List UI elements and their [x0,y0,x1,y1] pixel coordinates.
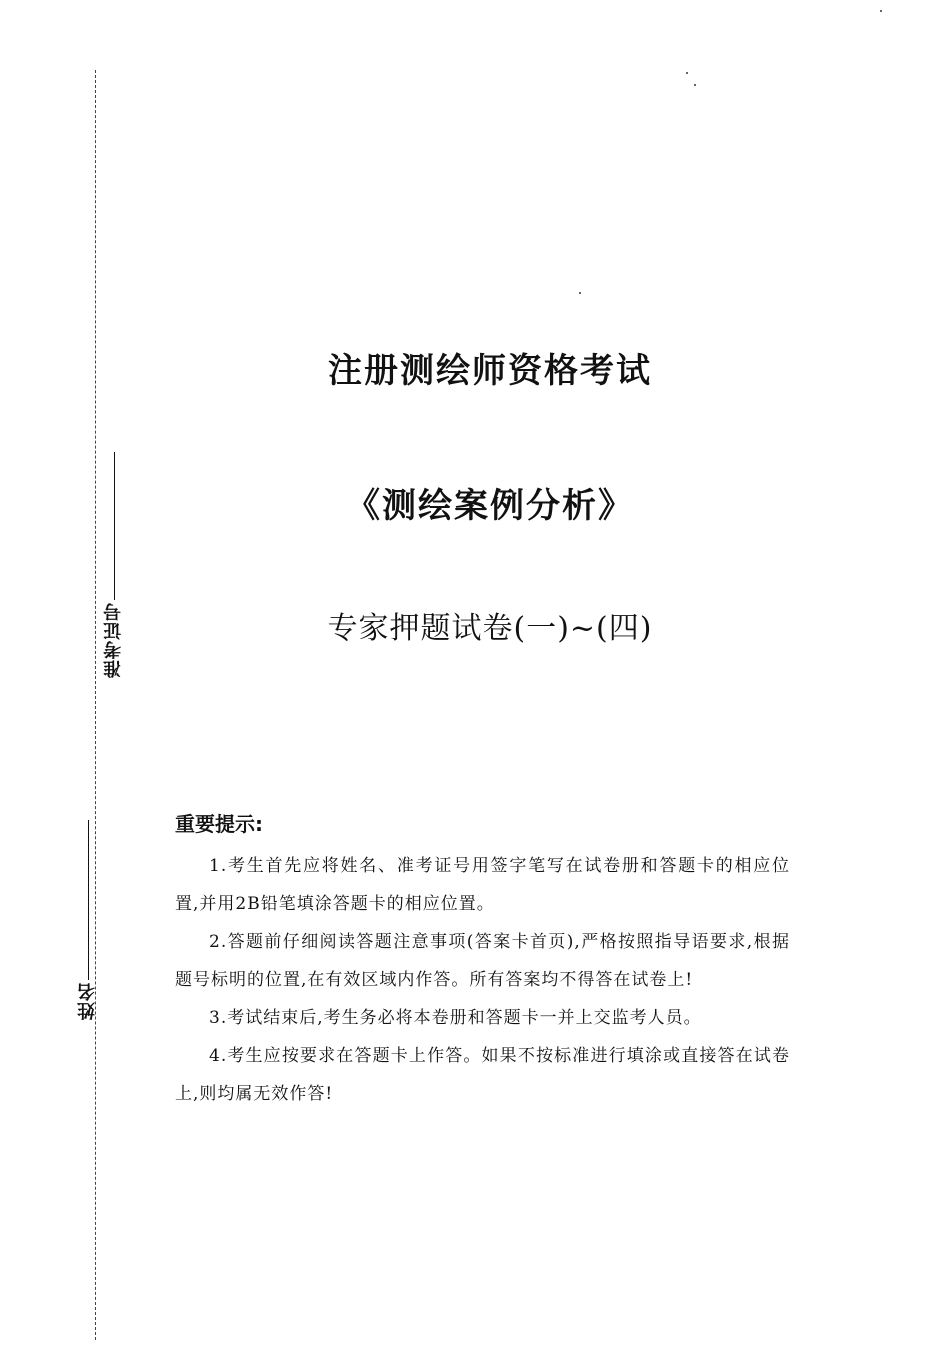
paper-subtitle: 专家押题试卷(一)~(四) [327,611,653,646]
notice-heading: 重要提示: [175,812,263,836]
notice-item-1: 1.考生首先应将姓名、准考证号用签字笔写在试卷册和答题卡的相应位置,并用2B铅笔填涂答题卡的相应位置。 [175,856,790,914]
notice-item-3: 3.考试结束后,考生务必将本卷册和答题卡一并上交监考人员。 [209,1008,702,1028]
notice-item-2: 2.答题前仔细阅读答题注意事项(答案卡首页),严格按照指导语要求,根据题号标明的位置,在有效区域内作答。所有答案均不得答在试卷上! [175,932,790,990]
scan-speck [880,10,882,12]
exam-number-label: 准考证号 [103,602,124,678]
subject-title: 《测绘案例分析》 [346,486,634,526]
name-underline [88,820,89,980]
important-notice [175,808,790,1113]
scan-speck [579,292,581,294]
scan-speck [686,72,688,74]
exam-title: 注册测绘师资格考试 [328,351,652,391]
notice-item-4: 4.考生应按要求在答题卡上作答。如果不按标准进行填涂或直接答在试卷上,则均属无效作答! [175,1046,790,1104]
scan-speck [694,84,696,86]
name-field [62,820,114,1020]
name-label: 姓名 [77,982,98,1020]
binding-dashed-line [95,70,96,1340]
